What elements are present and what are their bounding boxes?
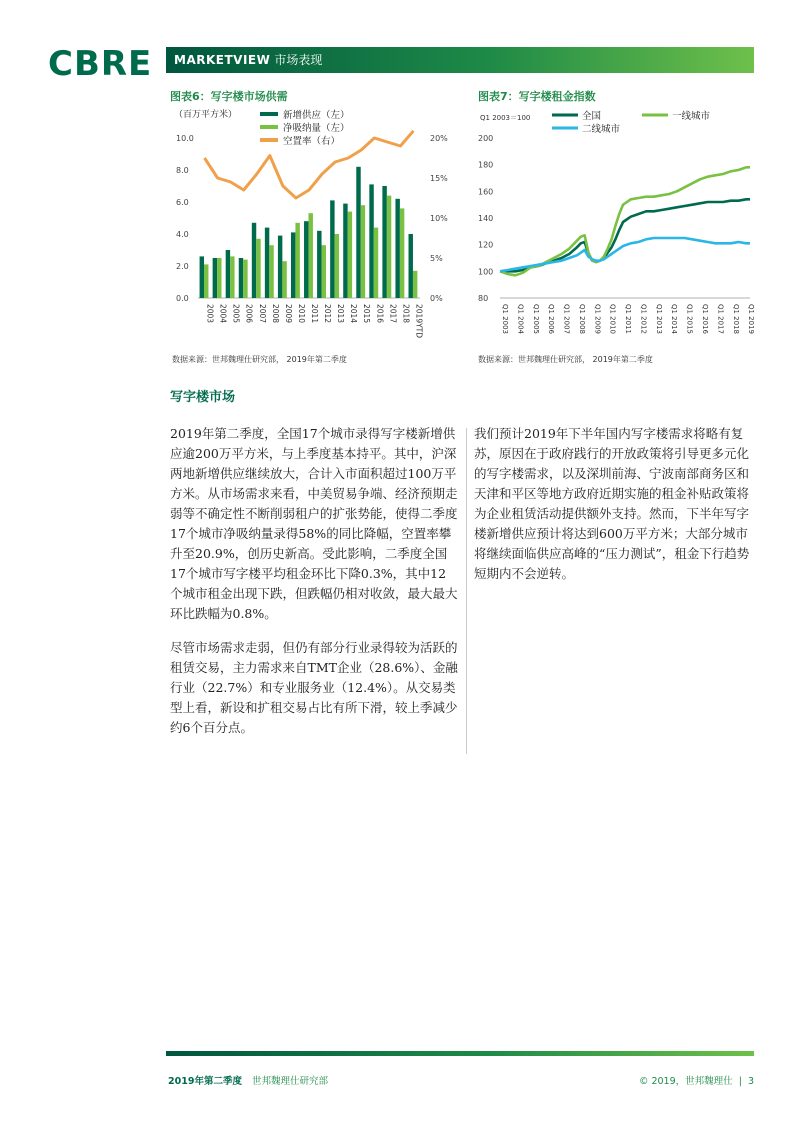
x-tick-label: 2017 <box>388 304 398 324</box>
right-column <box>474 424 754 598</box>
figure6-source: 数据来源：世邦魏理仕研究部， 2019年第二季度 <box>172 355 347 364</box>
left-axis-unit: （百万平方米） <box>174 110 238 120</box>
rent-index-chart <box>470 100 770 350</box>
x-tick-label: 2006 <box>244 304 254 324</box>
y-tick: 120 <box>478 240 494 250</box>
bar-new-supply <box>226 250 230 298</box>
bar-new-supply <box>330 200 334 298</box>
left-column <box>170 424 458 752</box>
bar-net-absorption <box>308 213 312 298</box>
x-tick-label: Q1 2018 <box>731 304 740 335</box>
paragraph-1: 2019年第二季度，全国17个城市录得写字楼新增供应逾200万平方米，与上季度基本持平。其中，沪深两地新增供应继续放大，合计入市面积超过100万平方米。从市场需求来看，中美贸易争端、经济预期走弱等不确定性不断削弱租户的扩张势能，使得二季度17个城市净吸纳量录得58%的同比降幅，空置率攀升至20.9%，创历史新高。受此影响，二季度全国17个城市写字楼平均租金环比下降0.3%，其中12个城市租金出现下跌，但跌幅仍相对收敛，最大最大环比跌幅为0.8%。 <box>170 426 458 621</box>
bar-new-supply <box>200 256 204 298</box>
x-tick-label: Q1 2016 <box>701 304 709 335</box>
x-tick-label: Q1 2006 <box>547 304 556 335</box>
x-tick-label: Q1 2014 <box>670 304 679 335</box>
x-tick-label: Q1 2013 <box>654 304 663 335</box>
y-tick-left: 6.0 <box>176 198 189 207</box>
x-tick-label: 2013 <box>336 304 346 324</box>
x-tick-label: 2014 <box>349 304 359 324</box>
y-tick: 200 <box>478 134 494 143</box>
section-title: 写字楼市场 <box>170 390 236 405</box>
x-tick-label: 2010 <box>296 304 306 324</box>
legend-label: 净吸纳量（左） <box>283 123 350 134</box>
page-number: 3 <box>747 1076 754 1087</box>
y-tick-right: 0% <box>430 294 443 303</box>
cbre-logo: CBRE <box>48 44 153 84</box>
paragraph-2: 尽管市场需求走弱，但仍有部分行业录得较为活跃的租赁交易，主力需求来自TMT企业（28.6%）、金融行业（22.7%）和专业服务业（12.4%）。从交易类型上看，新设和扩租交易占比有所下滑，较上季减少约6个百分点。 <box>170 640 458 735</box>
bar-new-supply <box>265 228 269 298</box>
y-tick: 100 <box>478 267 494 277</box>
bar-net-absorption <box>230 256 234 298</box>
bar-net-absorption <box>217 258 221 298</box>
x-tick-label: 2012 <box>323 304 333 324</box>
bar-net-absorption <box>361 205 365 298</box>
series-line-0 <box>500 199 750 271</box>
x-tick-label: Q1 2008 <box>577 304 586 335</box>
y-tick-right: 10% <box>430 214 448 223</box>
legend-label: 新增供应（左） <box>283 110 350 121</box>
bar-net-absorption <box>322 245 326 298</box>
y-tick-right: 20% <box>430 134 448 143</box>
bar-net-absorption <box>400 208 404 298</box>
bar-new-supply <box>252 223 256 298</box>
bar-net-absorption <box>243 260 247 298</box>
y-tick-left: 8.0 <box>176 166 189 175</box>
x-tick-label: Q1 2017 <box>716 304 725 335</box>
bar-new-supply <box>382 186 386 298</box>
x-tick-label: 2004 <box>218 304 228 324</box>
footer-period: 2019年第二季度 <box>168 1076 242 1087</box>
x-tick-label: Q1 2005 <box>531 304 540 335</box>
column-divider <box>466 428 467 754</box>
x-tick-label: Q1 2009 <box>593 304 602 335</box>
bar-new-supply <box>317 231 321 298</box>
x-tick-label: Q1 2003 <box>501 304 509 335</box>
footer-bar <box>166 1051 754 1056</box>
bar-net-absorption <box>387 196 391 298</box>
header-banner <box>166 47 754 73</box>
y-tick-right: 5% <box>430 254 443 263</box>
legend-label: 全国 <box>582 111 602 122</box>
y-tick: 140 <box>478 214 494 223</box>
legend-label: 二线城市 <box>582 124 621 135</box>
bar-net-absorption <box>335 234 339 298</box>
bar-new-supply <box>369 184 373 298</box>
bar-new-supply <box>239 258 243 298</box>
y-tick: 160 <box>478 187 494 197</box>
x-tick-label: 2005 <box>231 304 241 324</box>
bar-new-supply <box>409 234 413 298</box>
x-tick-label: 2019YTD <box>414 304 424 339</box>
legend-label: 空置率（右） <box>283 136 341 147</box>
x-tick-label: Q1 2011 <box>624 304 633 335</box>
x-tick-label: 2011 <box>310 304 319 324</box>
x-tick-label: Q1 2004 <box>516 304 525 335</box>
x-tick-label: 2016 <box>375 304 385 324</box>
y-tick-left: 4.0 <box>176 230 189 239</box>
banner-title: MARKETVIEW 市场表现 <box>174 53 323 67</box>
figure6-title: 图表6：写字楼市场供需 <box>170 90 288 103</box>
bar-new-supply <box>278 236 282 298</box>
y-tick-left: 0.0 <box>176 294 189 303</box>
bar-net-absorption <box>269 245 273 298</box>
figure7-title: 图表7：写字楼租金指数 <box>478 90 596 103</box>
bar-net-absorption <box>295 223 299 298</box>
bar-new-supply <box>291 232 295 298</box>
index-base-note: Q1 2003＝100 <box>480 114 531 122</box>
x-tick-label: Q1 2007 <box>562 304 571 335</box>
x-tick-label: Q1 2012 <box>639 304 648 335</box>
bar-new-supply <box>356 167 360 298</box>
x-tick-label: Q1 2015 <box>685 304 694 335</box>
bar-net-absorption <box>374 228 378 298</box>
bar-net-absorption <box>348 212 352 298</box>
bar-new-supply <box>395 199 399 298</box>
figure7-source: 数据来源：世邦魏理仕研究部， 2019年第二季度 <box>478 355 653 364</box>
footer-left <box>168 1073 328 1087</box>
x-tick-label: 2003 <box>205 304 215 324</box>
y-tick-left: 10.0 <box>176 134 194 143</box>
bar-net-absorption <box>256 239 260 298</box>
x-tick-label: 2018 <box>401 304 411 324</box>
y-tick: 80 <box>478 294 489 303</box>
banner-subtitle: 市场表现 <box>274 53 323 67</box>
x-tick-label: 2015 <box>362 304 372 324</box>
bar-new-supply <box>304 221 308 298</box>
bar-net-absorption <box>204 264 208 298</box>
y-tick: 180 <box>478 160 494 170</box>
bar-net-absorption <box>413 271 417 298</box>
footer-right <box>639 1073 754 1087</box>
paragraph-3: 我们预计2019年下半年国内写字楼需求将略有复苏，原因在于政府践行的开放政策将引导更多元化的写字楼需求，以及深圳前海、宁波南部商务区和天津和平区等地方政府近期实施的租金补贴政策将为企业租赁活动提供额外支持。然而，下半年写字楼新增供应预计将达到600万平方米；大部分城市将继续面临供应高峰的“压力测试”，租金下行趋势短期内不会逆转。 <box>474 426 750 581</box>
x-tick-label: 2008 <box>270 304 280 324</box>
bar-net-absorption <box>282 261 286 298</box>
y-tick-left: 2.0 <box>176 262 189 271</box>
legend-label: 一线城市 <box>672 111 711 122</box>
y-tick-right: 15% <box>430 174 448 183</box>
bar-new-supply <box>213 258 217 298</box>
bar-new-supply <box>343 204 347 298</box>
footer-dept: 世邦魏理仕研究部 <box>251 1076 328 1087</box>
x-tick-label: 2009 <box>283 304 293 324</box>
x-tick-label: Q1 2019 <box>747 304 756 335</box>
footer-separator: | <box>738 1076 742 1087</box>
x-tick-label: Q1 2010 <box>608 304 617 335</box>
x-tick-label: 2007 <box>257 304 267 324</box>
footer-copyright: © 2019，世邦魏理仕 <box>638 1076 733 1087</box>
supply-demand-chart <box>160 100 460 350</box>
